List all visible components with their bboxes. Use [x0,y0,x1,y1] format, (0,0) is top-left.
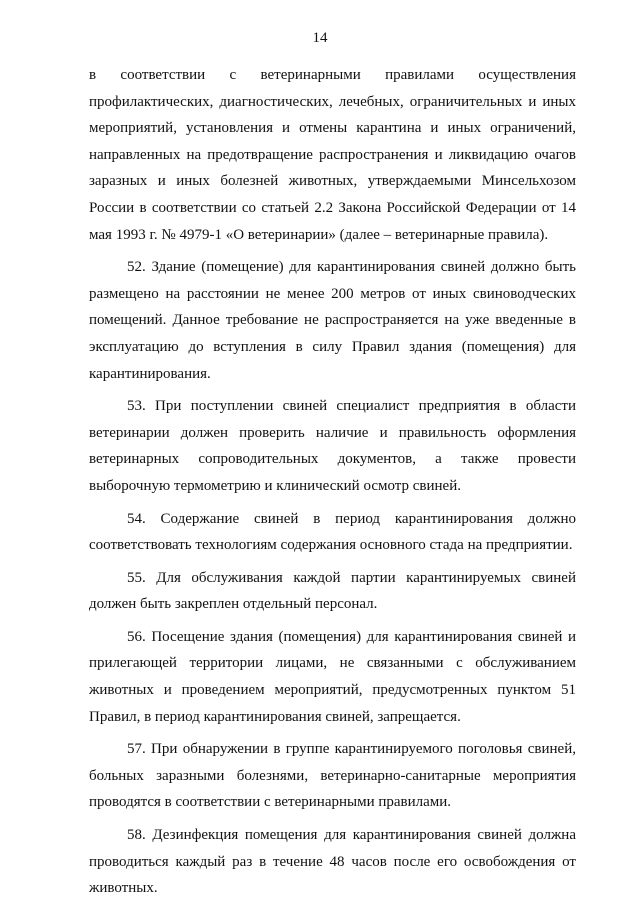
paragraph-52: 52. Здание (помещение) для карантинирования свиней должно быть размещено на расстоянии не менее 200 метров от иных свиноводческих помещений. Данное требование не распространяется на уже введенные в эксплуатацию до вступления в силу Правил здания (помещения) для карантинирования. [89,259,576,382]
paragraph-56: 56. Посещение здания (помещения) для карантинирования свиней и прилегающей территории лицами, не связанными с обслуживанием животных и проведением мероприятий, предусмотренных пунктом 51 Правил, в период карантинирования свиней, запрещается. [89,628,576,725]
paragraph-55: 55. Для обслуживания каждой партии карантинируемых свиней должен быть закреплен отдельный персонал. [89,569,576,613]
paragraph-continuation: в соответствии с ветеринарными правилами осуществления профилактических, диагностических, лечебных, ограничительных и иных мероприятий, установления и отмены карантина и иных ограничений, направленных на предотвращение распространения и ликвидацию очагов заразных и иных болезней животных, утверждаемыми Минсельхозом России в соответствии со статьей 2.2 Закона Российской Федерации от 14 мая 1993 г. № 4979-1 «О ветеринарии» (далее – ветеринарные правила). [89,67,576,243]
document-body [89,62,576,902]
paragraph-58: 58. Дезинфекция помещения для карантинирования свиней должна проводиться каждый раз в течение 48 часов после его освобождения от животных. [89,827,576,897]
paragraph-54: 54. Содержание свиней в период карантинирования должно соответствовать технологиям содержания основного стада на предприятии. [89,510,576,554]
paragraph-53: 53. При поступлении свиней специалист предприятия в области ветеринарии должен проверить наличие и правильность оформления ветеринарных сопроводительных документов, а также провести выборочную термометрию и клинический осмотр свиней. [89,398,576,494]
paragraph-57: 57. При обнаружении в группе карантинируемого поголовья свиней, больных заразными болезнями, ветеринарно-санитарные мероприятия проводятся в соответствии с ветеринарными правилами. [89,741,576,811]
page-number: 14 [312,30,328,46]
